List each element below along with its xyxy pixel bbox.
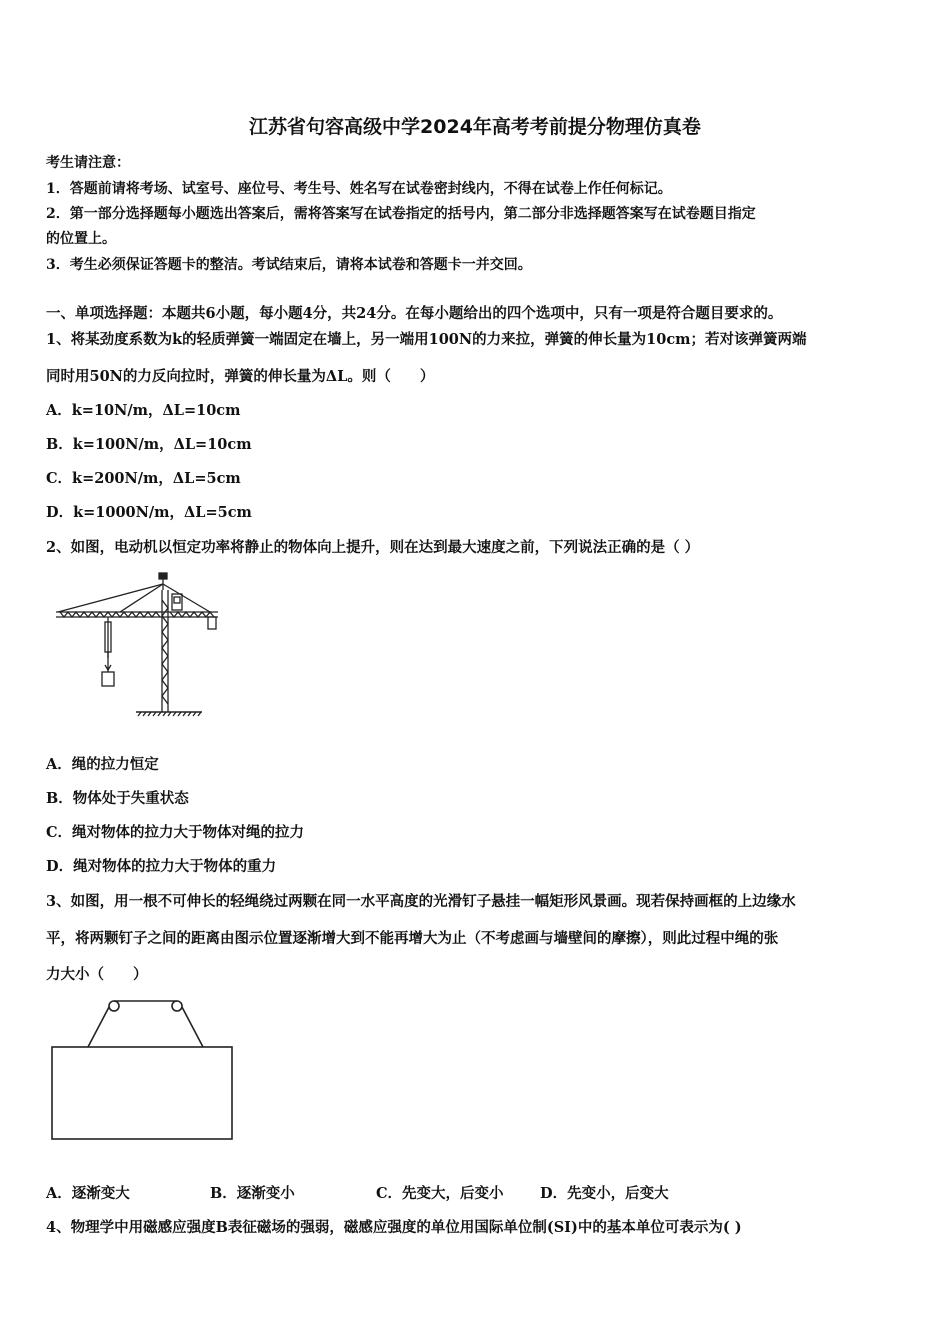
crane-figure xyxy=(50,570,230,720)
picture-frame-figure xyxy=(48,994,238,1144)
q1-option-a: A．k=10N/m，ΔL=10cm xyxy=(46,402,241,419)
q3-option-a: A．逐渐变大 xyxy=(46,1185,130,1202)
notice-item-1: 1．答题前请将考场、试室号、座位号、考生号、姓名写在试卷密封线内，不得在试卷上作任何标记。 xyxy=(46,181,672,197)
q2-option-c: C．绳对物体的拉力大于物体对绳的拉力 xyxy=(46,824,305,841)
notice-item-3: 3．考生必须保证答题卡的整洁。考试结束后，请将本试卷和答题卡一并交回。 xyxy=(46,257,532,273)
section-heading: 一、单项选择题：本题共6小题，每小题4分，共24分。在每小题给出的四个选项中，只有一项是符合题目要求的。 xyxy=(46,305,783,322)
q1-stem-cont: 同时用50N的力反向拉时，弹簧的伸长量为ΔL。则（ ） xyxy=(46,368,435,385)
notice-heading: 考生请注意： xyxy=(46,155,130,171)
exam-title: 江苏省句容高级中学2024年高考考前提分物理仿真卷 xyxy=(249,116,701,138)
q3-stem-end: 力大小（ ） xyxy=(46,966,148,983)
q3-stem-cont: 平，将两颗钉子之间的距离由图示位置逐渐增大到不能再增大为止（不考虑画与墙壁间的摩擦），则此过程中绳的张 xyxy=(46,930,779,947)
q3-option-b: B．逐渐变小 xyxy=(210,1185,295,1202)
notice-item-2-cont: 的位置上。 xyxy=(46,231,116,247)
q1-option-c: C．k=200N/m，ΔL=5cm xyxy=(46,470,241,487)
q1-stem: 1、将某劲度系数为k的轻质弹簧一端固定在墙上，另一端用100N的力来拉，弹簧的伸长量为10cm；若对该弹簧两端 xyxy=(46,331,807,348)
q3-option-c: C．先变大，后变小 xyxy=(376,1185,504,1202)
q3-option-d: D．先变小，后变大 xyxy=(540,1185,669,1202)
q3-stem: 3、如图，用一根不可伸长的轻绳绕过两颗在同一水平高度的光滑钉子悬挂一幅矩形风景画。现若保持画框的上边缘水 xyxy=(46,893,796,910)
q1-option-b: B．k=100N/m，ΔL=10cm xyxy=(46,436,252,453)
q2-stem: 2、如图，电动机以恒定功率将静止的物体向上提升，则在达到最大速度之前，下列说法正确的是（ ） xyxy=(46,539,700,556)
q3-options xyxy=(46,1182,669,1203)
q4-stem: 4、物理学中用磁感应强度B表征磁场的强弱，磁感应强度的单位用国际单位制(SI)中的基本单位可表示为( ) xyxy=(46,1219,742,1236)
q2-option-a: A．绳的拉力恒定 xyxy=(46,756,159,773)
q2-option-b: B．物体处于失重状态 xyxy=(46,790,189,807)
q1-option-d: D．k=1000N/m，ΔL=5cm xyxy=(46,504,252,521)
q2-option-d: D．绳对物体的拉力大于物体的重力 xyxy=(46,858,277,875)
notice-item-2: 2．第一部分选择题每小题选出答案后，需将答案写在试卷指定的括号内，第二部分非选择题答案写在试卷题目指定 xyxy=(46,206,756,222)
